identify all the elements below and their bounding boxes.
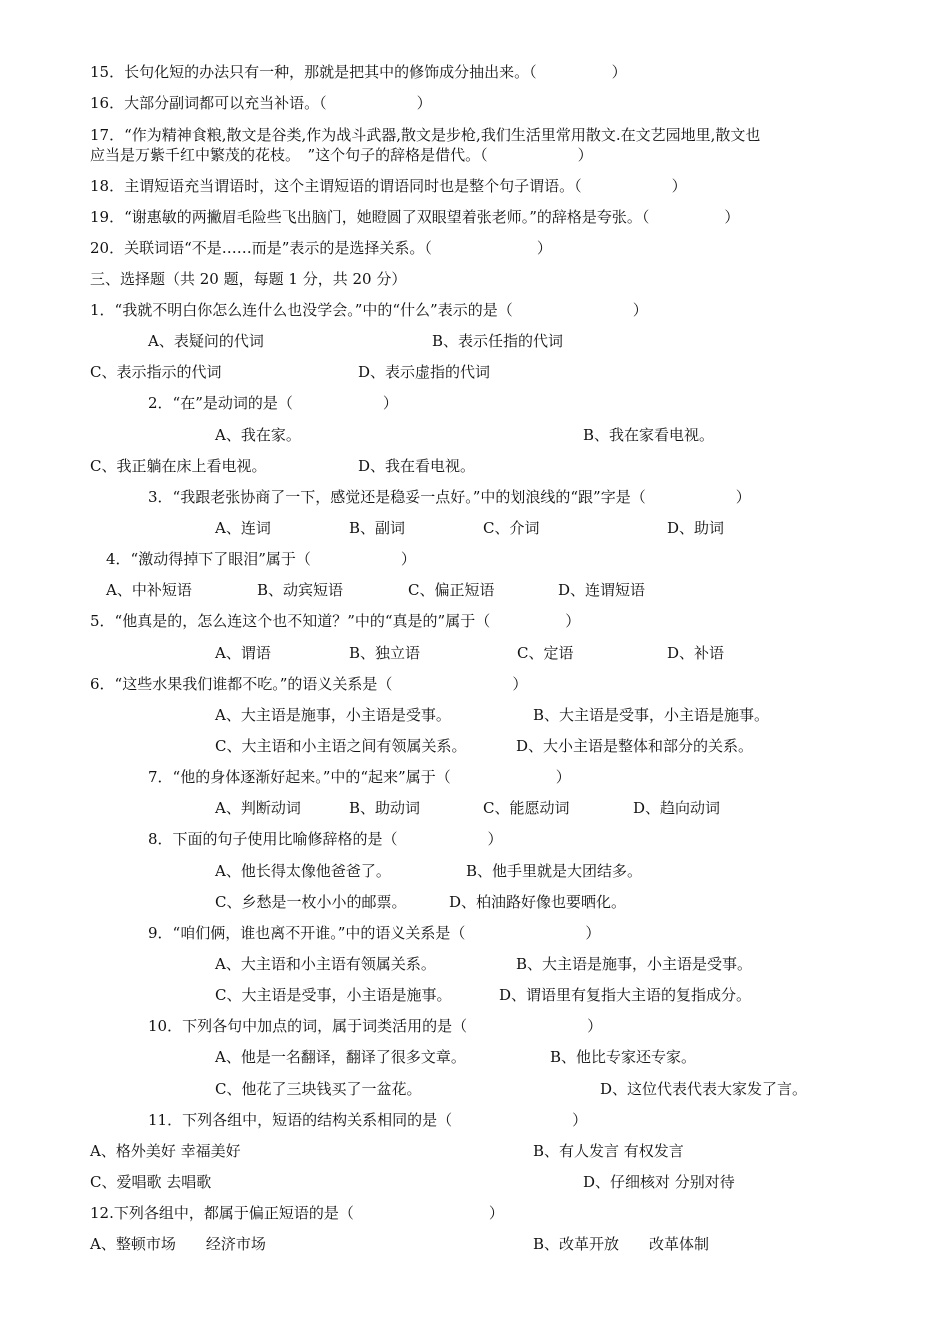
q9-option-d: D、谓语里有复指大主语的复指成分。 — [499, 986, 752, 1004]
choice-question-9: 9．“咱们俩，谁也离不开谁。”中的语义关系是（ ） — [148, 924, 601, 942]
question-20: 20．关联词语“不是……而是”表示的是选择关系。（ ） — [90, 239, 552, 257]
choice-question-11: 11．下列各组中，短语的结构关系相同的是（ ） — [148, 1111, 588, 1129]
q5-option-c: C、定语 — [517, 644, 574, 662]
q4-option-a: A、中补短语 — [106, 581, 192, 599]
question-16: 16．大部分副词都可以充当补语。（ ） — [90, 94, 432, 112]
q3-option-d: D、助词 — [667, 519, 725, 537]
q2-option-d: D、我在看电视。 — [358, 457, 476, 475]
choice-question-10: 10．下列各句中加点的词，属于词类活用的是（ ） — [148, 1017, 603, 1035]
q8-option-d: D、柏油路好像也要晒化。 — [449, 893, 627, 911]
q11-option-b: B、有人发言 有权发言 — [533, 1142, 684, 1160]
choice-question-3: 3．“我跟老张协商了一下，感觉还是稳妥一点好。”中的划浪线的“跟”字是（ ） — [148, 488, 751, 506]
q2-option-b: B、我在家看电视。 — [583, 426, 715, 444]
q4-option-c: C、偏正短语 — [408, 581, 495, 599]
q10-option-a: A、他是一名翻译，翻译了很多文章。 — [215, 1048, 466, 1066]
choice-question-1: 1．“我就不明白你怎么连什么也没学会。”中的“什么”表示的是（ ） — [90, 301, 648, 319]
q6-option-d: D、大小主语是整体和部分的关系。 — [516, 737, 754, 755]
q10-option-c: C、他花了三块钱买了一盆花。 — [215, 1080, 422, 1098]
q12-option-b: B、改革开放 改革体制 — [533, 1235, 710, 1253]
question-15: 15．长句化短的办法只有一种，那就是把其中的修饰成分抽出来。（ ） — [90, 63, 627, 81]
q11-option-a: A、格外美好 幸福美好 — [90, 1142, 241, 1160]
choice-question-7: 7．“他的身体逐渐好起来。”中的“起来”属于（ ） — [148, 768, 571, 786]
q2-option-c: C、我正躺在床上看电视。 — [90, 457, 267, 475]
q9-option-c: C、大主语是受事，小主语是施事。 — [215, 986, 452, 1004]
choice-question-4: 4．“激动得掉下了眼泪”属于（ ） — [106, 550, 416, 568]
q11-option-c: C、爱唱歌 去唱歌 — [90, 1173, 212, 1191]
choice-question-5: 5．“他真是的，怎么连这个也不知道？”中的“真是的”属于（ ） — [90, 612, 581, 630]
q3-option-c: C、介词 — [483, 519, 540, 537]
question-17-line-2: 应当是万紫千红中繁茂的花枝。 ”这个句子的辞格是借代。（ ） — [90, 146, 593, 164]
q4-option-d: D、连谓短语 — [558, 581, 646, 599]
question-17-line-1: 17．“作为精神食粮,散文是谷类,作为战斗武器,散文是步枪,我们生活里常用散文.在文艺园地里,散文也 — [90, 126, 761, 144]
choice-question-2: 2．“在”是动词的是（ ） — [148, 394, 398, 412]
q9-option-b: B、大主语是施事，小主语是受事。 — [516, 955, 753, 973]
q8-option-b: B、他手里就是大团结多。 — [466, 862, 643, 880]
q7-option-c: C、能愿动词 — [483, 799, 570, 817]
q5-option-b: B、独立语 — [349, 644, 421, 662]
section-title: 三、选择题（共 20 题，每题 1 分，共 20 分） — [90, 270, 407, 288]
q3-option-a: A、连词 — [215, 519, 271, 537]
choice-question-8: 8．下面的句子使用比喻修辞格的是（ ） — [148, 830, 503, 848]
q8-option-a: A、他长得太像他爸爸了。 — [215, 862, 391, 880]
q5-option-a: A、谓语 — [215, 644, 271, 662]
q7-option-d: D、趋向动词 — [633, 799, 721, 817]
q4-option-b: B、动宾短语 — [257, 581, 344, 599]
q1-option-a: A、表疑问的代词 — [148, 332, 264, 350]
q2-option-a: A、我在家。 — [215, 426, 301, 444]
q3-option-b: B、副词 — [349, 519, 406, 537]
q6-option-a: A、大主语是施事，小主语是受事。 — [215, 706, 451, 724]
q8-option-c: C、乡愁是一枚小小的邮票。 — [215, 893, 407, 911]
question-19: 19．“谢惠敏的两撇眉毛险些飞出脑门，她瞪圆了双眼望着张老师。”的辞格是夸张。（ ） — [90, 208, 740, 226]
choice-question-6: 6．“这些水果我们谁都不吃。”的语义关系是（ ） — [90, 675, 528, 693]
q1-option-d: D、表示虚指的代词 — [358, 363, 491, 381]
q1-option-b: B、表示任指的代词 — [432, 332, 564, 350]
q11-option-d: D、仔细核对 分别对待 — [583, 1173, 735, 1191]
q10-option-b: B、他比专家还专家。 — [550, 1048, 697, 1066]
q12-option-a: A、整顿市场 经济市场 — [90, 1235, 266, 1253]
q6-option-c: C、大主语和小主语之间有领属关系。 — [215, 737, 467, 755]
q6-option-b: B、大主语是受事，小主语是施事。 — [533, 706, 770, 724]
q1-option-c: C、表示指示的代词 — [90, 363, 222, 381]
q9-option-a: A、大主语和小主语有领属关系。 — [215, 955, 436, 973]
q7-option-b: B、助动词 — [349, 799, 421, 817]
q5-option-d: D、补语 — [667, 644, 725, 662]
question-18: 18．主谓短语充当谓语时，这个主谓短语的谓语同时也是整个句子谓语。（ ） — [90, 177, 687, 195]
q10-option-d: D、这位代表代表大家发了言。 — [600, 1080, 808, 1098]
choice-question-12: 12.下列各组中，都属于偏正短语的是（ ） — [90, 1204, 504, 1222]
q7-option-a: A、判断动词 — [215, 799, 301, 817]
